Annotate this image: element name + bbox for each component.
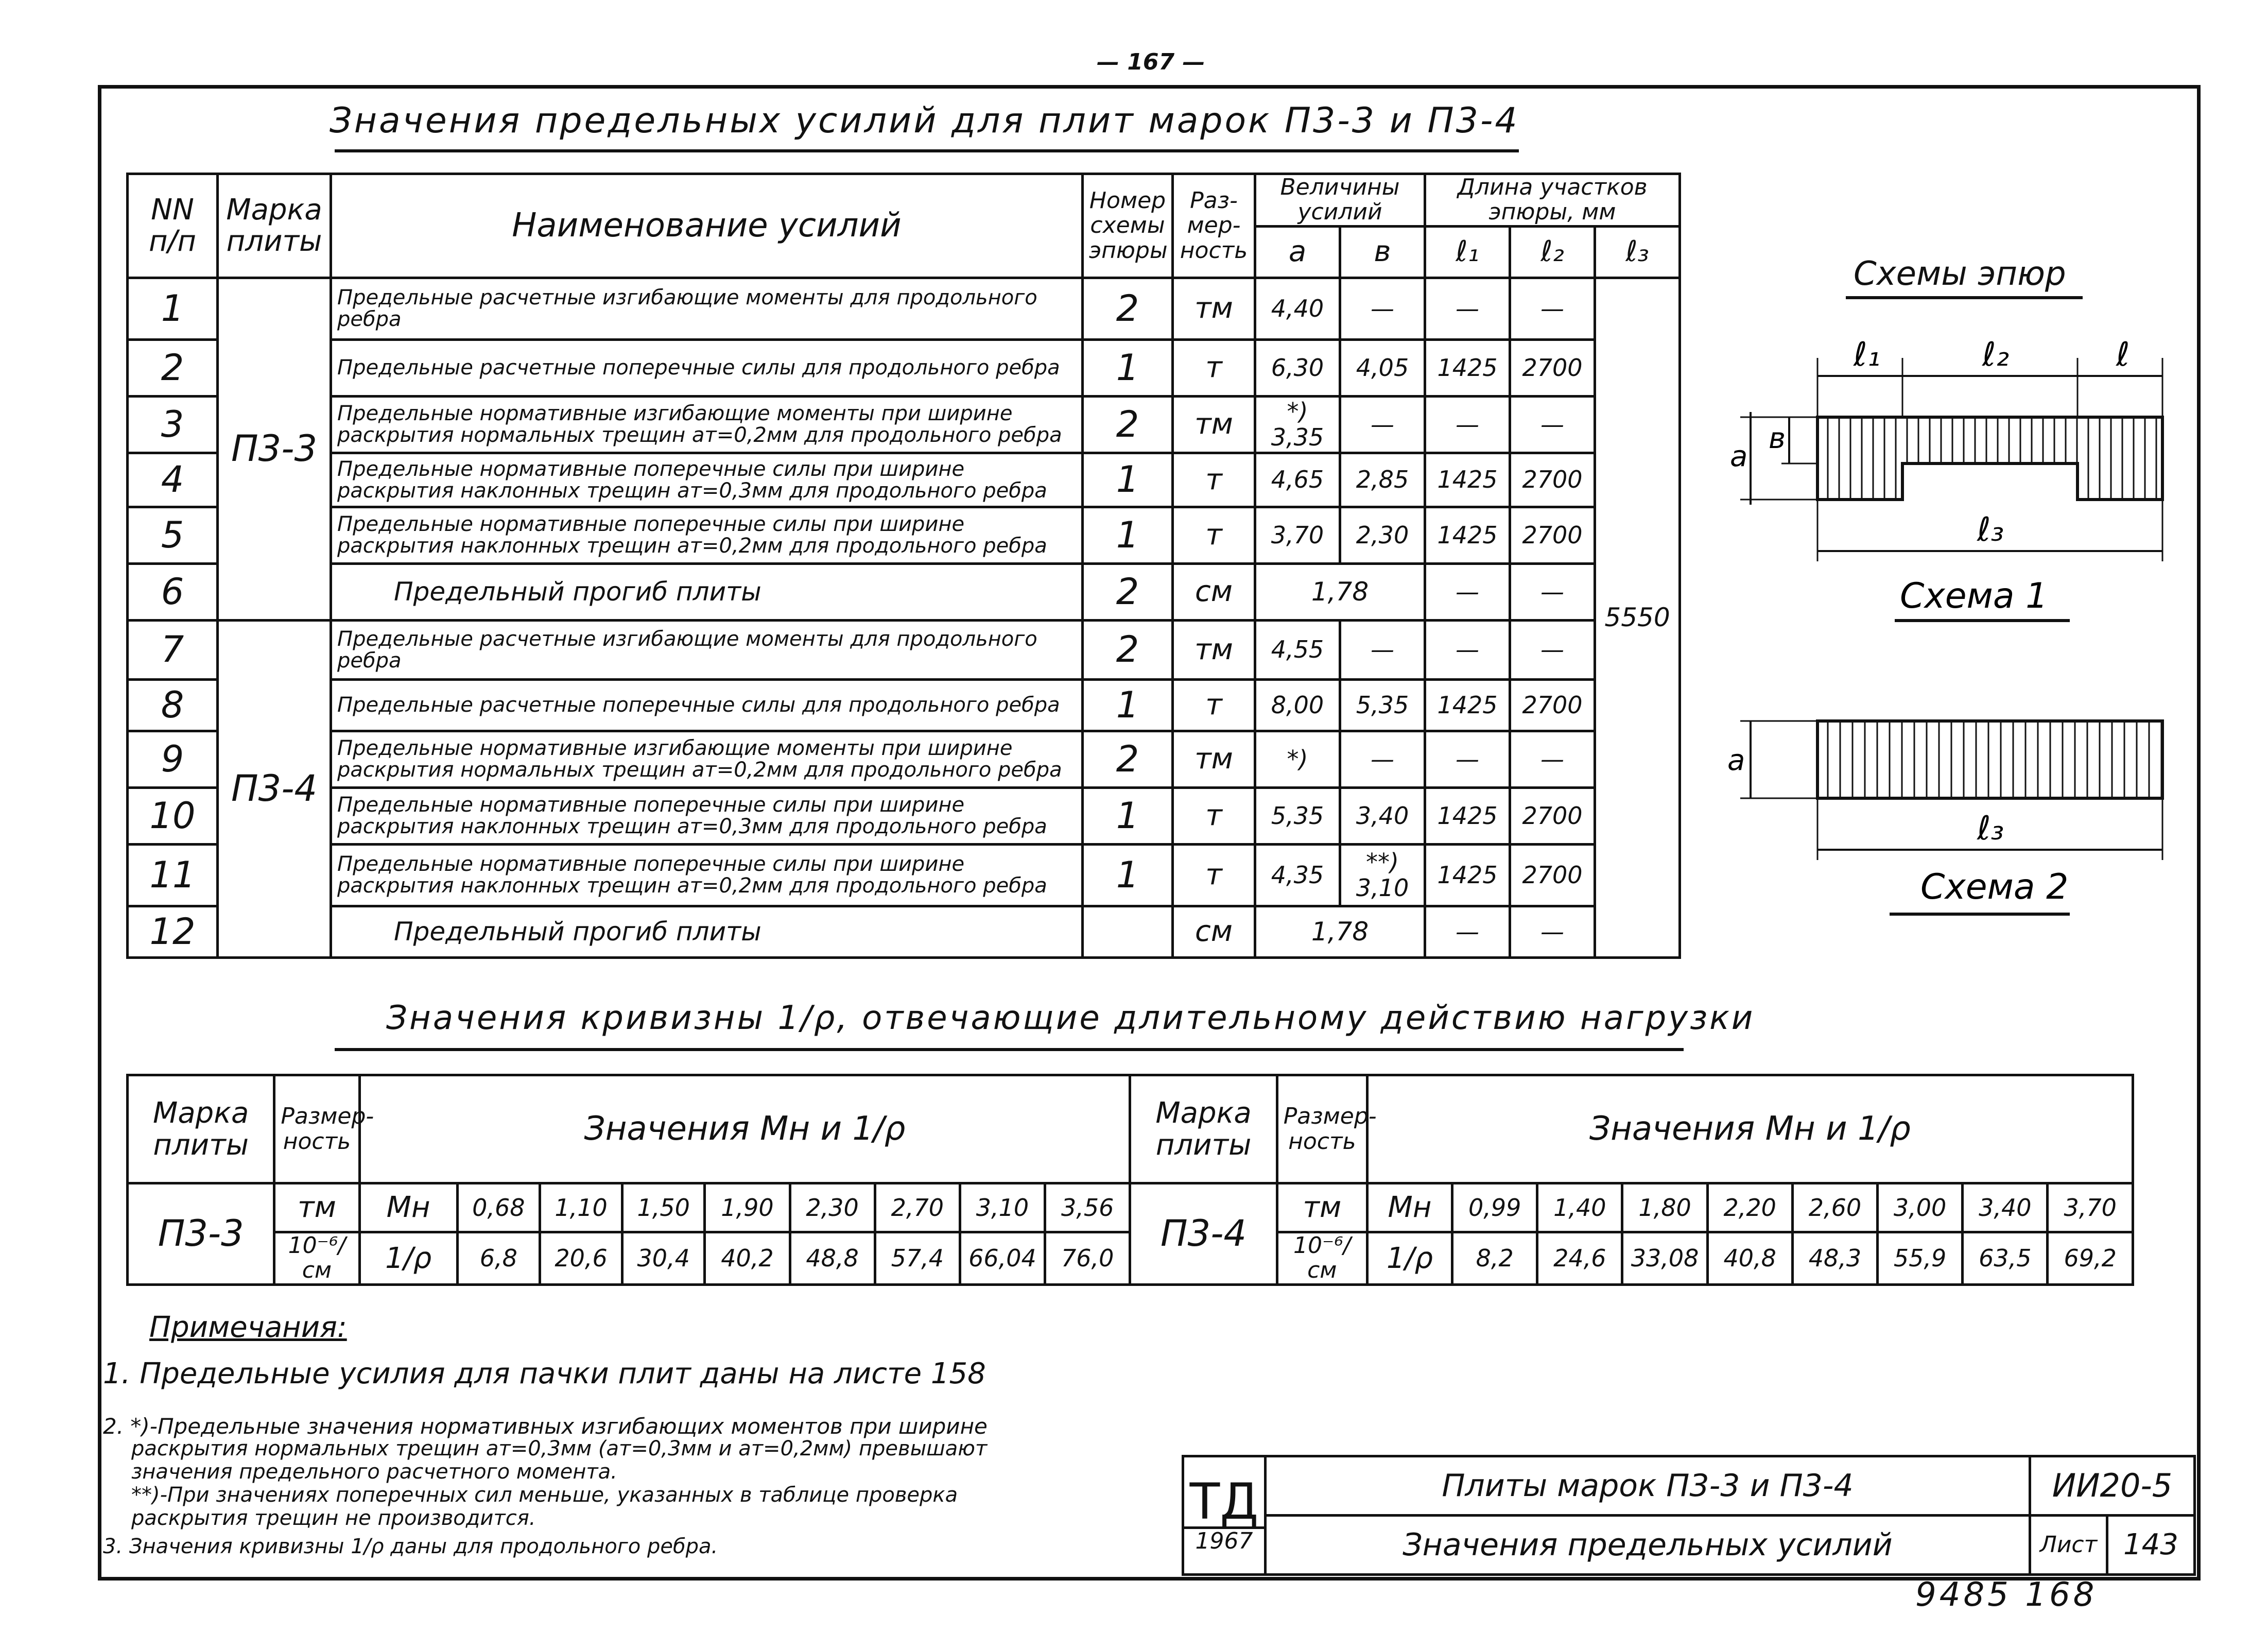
title-block-code: ИИ20-5	[2030, 1456, 2195, 1516]
scheme1-a: а	[1730, 440, 1748, 473]
scheme2-l3: ℓ₃	[1977, 810, 2004, 848]
bottom-number: 9485 168	[1915, 1576, 2098, 1614]
title-block-sheet-label: Лист	[2030, 1516, 2107, 1575]
header-mark: Марка плиты	[218, 174, 331, 278]
curvature-table	[126, 1074, 2134, 1286]
force-name: Предельные расчетные изгибающие моменты для продольного ребра	[331, 278, 1083, 339]
note-1: 1. Предельные усилия для пачки плит даны на листе 158	[103, 1357, 986, 1390]
title-block-line1: Плиты марок П3-3 и П3-4	[1266, 1456, 2030, 1516]
note-2c: значения предельного расчетного момента.	[131, 1460, 617, 1484]
scheme-number: 1	[1083, 679, 1173, 731]
header-dim: Раз-мер-ность	[1173, 174, 1255, 278]
value-l1: —	[1425, 396, 1510, 453]
table-row	[128, 507, 1680, 563]
value-ab: 1,78	[1255, 563, 1425, 620]
scheme-2-diagram	[1699, 711, 2183, 927]
mh-value-right: 2,60	[1792, 1183, 1877, 1232]
row-number: 4	[128, 453, 218, 507]
dimension: тм	[1173, 731, 1255, 787]
rho-value-right: 63,5	[1963, 1232, 2048, 1285]
dimension: т	[1173, 507, 1255, 563]
curvature-title-underline	[335, 1048, 1684, 1051]
note-2e: раскрытия трещин не производится.	[131, 1506, 536, 1530]
table-row	[128, 278, 1680, 339]
scheme1-l3: ℓ₃	[1977, 511, 2004, 549]
dimension: тм	[1173, 278, 1255, 339]
scheme1-label: Схема 1	[1900, 576, 2048, 616]
dimension: см	[1173, 906, 1255, 957]
dimension: т	[1173, 453, 1255, 507]
value-l1: —	[1425, 563, 1510, 620]
scheme-number: 1	[1083, 507, 1173, 563]
value-b: —	[1340, 278, 1425, 339]
value-a: 4,35	[1255, 844, 1340, 906]
rho-value-left: 48,8	[790, 1232, 875, 1285]
value-l2: —	[1510, 731, 1595, 787]
curv-header-dim-right: Размер-ность	[1277, 1075, 1367, 1183]
rho-value-right: 55,9	[1878, 1232, 1963, 1285]
force-name: Предельные нормативные поперечные силы при ширине раскрытия наклонных трещин ат=0,2мм для продольного ребра	[331, 507, 1083, 563]
scheme-number: 2	[1083, 396, 1173, 453]
value-b: —	[1340, 396, 1425, 453]
rho-value-left: 6,8	[457, 1232, 540, 1285]
row-number: 10	[128, 787, 218, 844]
note-2d: **)-При значениях поперечных сил меньше, указанных в таблице проверка	[131, 1483, 958, 1507]
mh-value-left: 2,30	[790, 1183, 875, 1232]
scheme-number: 1	[1083, 787, 1173, 844]
page-number: — 167 —	[1097, 49, 1205, 75]
curv-dim2-left: 10⁻⁶/см	[274, 1232, 359, 1285]
value-l2: —	[1510, 563, 1595, 620]
curv-rho-label-right: 1/ρ	[1367, 1232, 1452, 1285]
value-b: 3,40	[1340, 787, 1425, 844]
value-l1: 1425	[1425, 787, 1510, 844]
mh-value-left: 1,50	[622, 1183, 705, 1232]
value-l2: —	[1510, 906, 1595, 957]
scheme1-l: ℓ	[2116, 336, 2130, 374]
title-underline	[335, 149, 1519, 152]
title-block-line2: Значения предельных усилий	[1266, 1516, 2030, 1575]
curv-dim2-right: 10⁻⁶/см	[1277, 1232, 1367, 1285]
table-row	[128, 906, 1680, 957]
row-number: 1	[128, 278, 218, 339]
value-a: 3,70	[1255, 507, 1340, 563]
header-scheme: Номер схемы эпюры	[1083, 174, 1173, 278]
table-row	[128, 396, 1680, 453]
mh-value-right: 1,80	[1622, 1183, 1707, 1232]
scheme-number	[1083, 906, 1173, 957]
value-l2: 2700	[1510, 679, 1595, 731]
header-l1: ℓ₁	[1425, 226, 1510, 278]
mh-value-left: 3,10	[960, 1183, 1045, 1232]
value-l1: 1425	[1425, 507, 1510, 563]
value-l2: 2700	[1510, 844, 1595, 906]
row-number: 7	[128, 620, 218, 679]
rho-value-right: 69,2	[2048, 1232, 2133, 1285]
header-b: в	[1340, 226, 1425, 278]
scheme1-l2: ℓ₂	[1982, 336, 2010, 374]
value-a: 4,65	[1255, 453, 1340, 507]
rho-value-left: 20,6	[540, 1232, 622, 1285]
table-row	[128, 620, 1680, 679]
curv-mark-right: П3-4	[1130, 1183, 1277, 1285]
rho-value-right: 8,2	[1452, 1232, 1537, 1285]
note-2b: раскрытия нормальных трещин ат=0,3мм (ат=0,3мм и ат=0,2мм) превышают	[131, 1437, 988, 1461]
table-row	[128, 731, 1680, 787]
title-block	[1182, 1455, 2196, 1576]
curv-mh-label-left: Мн	[359, 1183, 457, 1232]
main-title: Значения предельных усилий для плит марок П3-3 и П3-4	[330, 100, 1519, 141]
scheme-number: 2	[1083, 731, 1173, 787]
value-l2: 2700	[1510, 787, 1595, 844]
scheme-1-diagram	[1699, 309, 2183, 628]
scheme-number: 2	[1083, 620, 1173, 679]
value-a: *) 3,35	[1255, 396, 1340, 453]
dimension: см	[1173, 563, 1255, 620]
value-l2: —	[1510, 620, 1595, 679]
mh-value-right: 2,20	[1707, 1183, 1792, 1232]
header-l2: ℓ₂	[1510, 226, 1595, 278]
schemes-title-underline	[1846, 296, 2083, 299]
row-number: 11	[128, 844, 218, 906]
value-l2: —	[1510, 278, 1595, 339]
force-name: Предельные нормативные поперечные силы при ширине раскрытия наклонных трещин ат=0,3мм для продольного ребра	[331, 453, 1083, 507]
force-name: Предельные расчетные поперечные силы для продольного ребра	[331, 339, 1083, 396]
title-block-logo-cell	[1183, 1456, 1266, 1575]
table-row	[128, 787, 1680, 844]
force-name: Предельные нормативные поперечные силы при ширине раскрытия наклонных трещин ат=0,2мм для продольного ребра	[331, 844, 1083, 906]
mh-value-right: 0,99	[1452, 1183, 1537, 1232]
value-b: —	[1340, 731, 1425, 787]
rho-value-right: 24,6	[1537, 1232, 1622, 1285]
curv-header-values-left: Значения Мн и 1/ρ	[359, 1075, 1130, 1183]
rho-value-left: 30,4	[622, 1232, 705, 1285]
force-name: Предельные нормативные изгибающие моменты при ширине раскрытия нормальных трещин ат=0,2мм для продольного ребра	[331, 731, 1083, 787]
value-l2: 2700	[1510, 339, 1595, 396]
td-logo: ТД	[1184, 1477, 1264, 1529]
rho-value-right: 48,3	[1792, 1232, 1877, 1285]
forces-table	[126, 173, 1681, 959]
notes-title: Примечания:	[149, 1311, 347, 1344]
dimension: т	[1173, 679, 1255, 731]
mh-value-right: 3,00	[1878, 1183, 1963, 1232]
dimension: т	[1173, 787, 1255, 844]
row-number: 3	[128, 396, 218, 453]
value-b: —	[1340, 620, 1425, 679]
table-row	[128, 453, 1680, 507]
row-number: 5	[128, 507, 218, 563]
header-l3: ℓ₃	[1595, 226, 1680, 278]
scheme2-a: а	[1727, 744, 1745, 777]
scheme1-b: в	[1769, 422, 1786, 455]
curv-header-mark-right: Марка плиты	[1130, 1075, 1277, 1183]
value-l1: —	[1425, 620, 1510, 679]
value-l1: —	[1425, 731, 1510, 787]
value-l2: 2700	[1510, 453, 1595, 507]
table-row	[128, 563, 1680, 620]
dimension: т	[1173, 844, 1255, 906]
rho-value-left: 66,04	[960, 1232, 1045, 1285]
curv-dim1-right: тм	[1277, 1183, 1367, 1232]
value-l1: 1425	[1425, 339, 1510, 396]
value-l1: —	[1425, 278, 1510, 339]
curv-rho-label-left: 1/ρ	[359, 1232, 457, 1285]
scheme-number: 1	[1083, 339, 1173, 396]
force-name: Предельный прогиб плиты	[331, 906, 1083, 957]
table-row	[128, 844, 1680, 906]
mh-value-left: 1,10	[540, 1183, 622, 1232]
value-b: 5,35	[1340, 679, 1425, 731]
curv-mh-label-right: Мн	[1367, 1183, 1452, 1232]
row-number: 9	[128, 731, 218, 787]
value-l2: 2700	[1510, 507, 1595, 563]
note-2a: 2. *)-Предельные значения нормативных изгибающих моментов при ширине	[103, 1414, 988, 1439]
header-name: Наименование усилий	[331, 174, 1083, 278]
header-a: а	[1255, 226, 1340, 278]
curv-header-values-right: Значения Мн и 1/ρ	[1367, 1075, 2133, 1183]
rho-value-left: 40,2	[705, 1232, 790, 1285]
force-name: Предельные нормативные поперечные силы при ширине раскрытия наклонных трещин ат=0,3мм для продольного ребра	[331, 787, 1083, 844]
row-number: 6	[128, 563, 218, 620]
curv-dim1-left: тм	[274, 1183, 359, 1232]
value-l2: —	[1510, 396, 1595, 453]
value-ab: 1,78	[1255, 906, 1425, 957]
value-l1: 1425	[1425, 453, 1510, 507]
title-block-sheet: 143	[2107, 1516, 2195, 1575]
value-l3: 5550	[1595, 278, 1680, 957]
header-values: Величины усилий	[1255, 174, 1425, 227]
force-name: Предельный прогиб плиты	[331, 563, 1083, 620]
rho-value-left: 57,4	[875, 1232, 960, 1285]
rho-value-left: 76,0	[1045, 1232, 1130, 1285]
rho-value-right: 33,08	[1622, 1232, 1707, 1285]
value-a: 6,30	[1255, 339, 1340, 396]
rho-value-right: 40,8	[1707, 1232, 1792, 1285]
value-a: 8,00	[1255, 679, 1340, 731]
force-name: Предельные расчетные поперечные силы для продольного ребра	[331, 679, 1083, 731]
value-a: *)	[1255, 731, 1340, 787]
value-b: 2,30	[1340, 507, 1425, 563]
mh-value-left: 3,56	[1045, 1183, 1130, 1232]
table-row	[128, 679, 1680, 731]
title-block-year: 1967	[1195, 1527, 1253, 1554]
mark-cell: П3-3	[218, 278, 331, 620]
dimension: тм	[1173, 396, 1255, 453]
schemes-title: Схемы эпюр	[1854, 255, 2066, 293]
dimension: тм	[1173, 620, 1255, 679]
mark-cell: П3-4	[218, 620, 331, 957]
mh-value-right: 1,40	[1537, 1183, 1622, 1232]
mh-value-right: 3,70	[2048, 1183, 2133, 1232]
value-a: 4,40	[1255, 278, 1340, 339]
mh-value-left: 1,90	[705, 1183, 790, 1232]
scheme1-l1: ℓ₁	[1854, 336, 1881, 374]
curv-header-dim-left: Размер-ность	[274, 1075, 359, 1183]
scheme2-label: Схема 2	[1920, 867, 2069, 907]
row-number: 12	[128, 906, 218, 957]
value-l1: —	[1425, 906, 1510, 957]
row-number: 8	[128, 679, 218, 731]
scheme-number: 2	[1083, 563, 1173, 620]
table-row	[128, 339, 1680, 396]
value-b: **) 3,10	[1340, 844, 1425, 906]
value-a: 5,35	[1255, 787, 1340, 844]
mh-value-left: 2,70	[875, 1183, 960, 1232]
mh-value-right: 3,40	[1963, 1183, 2048, 1232]
scheme-number: 2	[1083, 278, 1173, 339]
value-b: 4,05	[1340, 339, 1425, 396]
curvature-title: Значения кривизны 1/ρ, отвечающие длительному действию нагрузки	[386, 999, 1755, 1037]
mh-value-left: 0,68	[457, 1183, 540, 1232]
value-b: 2,85	[1340, 453, 1425, 507]
force-name: Предельные нормативные изгибающие моменты при ширине раскрытия нормальных трещин ат=0,2мм для продольного ребра	[331, 396, 1083, 453]
value-l1: 1425	[1425, 844, 1510, 906]
force-name: Предельные расчетные изгибающие моменты для продольного ребра	[331, 620, 1083, 679]
note-3: 3. Значения кривизны 1/ρ даны для продольного ребра.	[103, 1535, 718, 1558]
scheme-number: 1	[1083, 844, 1173, 906]
curv-mark-left: П3-3	[128, 1183, 274, 1285]
header-lengths: Длина участков эпюры, мм	[1425, 174, 1680, 227]
value-a: 4,55	[1255, 620, 1340, 679]
dimension: т	[1173, 339, 1255, 396]
scheme-number: 1	[1083, 453, 1173, 507]
value-l1: 1425	[1425, 679, 1510, 731]
curv-header-mark-left: Марка плиты	[128, 1075, 274, 1183]
header-nn: NN п/п	[128, 174, 218, 278]
row-number: 2	[128, 339, 218, 396]
